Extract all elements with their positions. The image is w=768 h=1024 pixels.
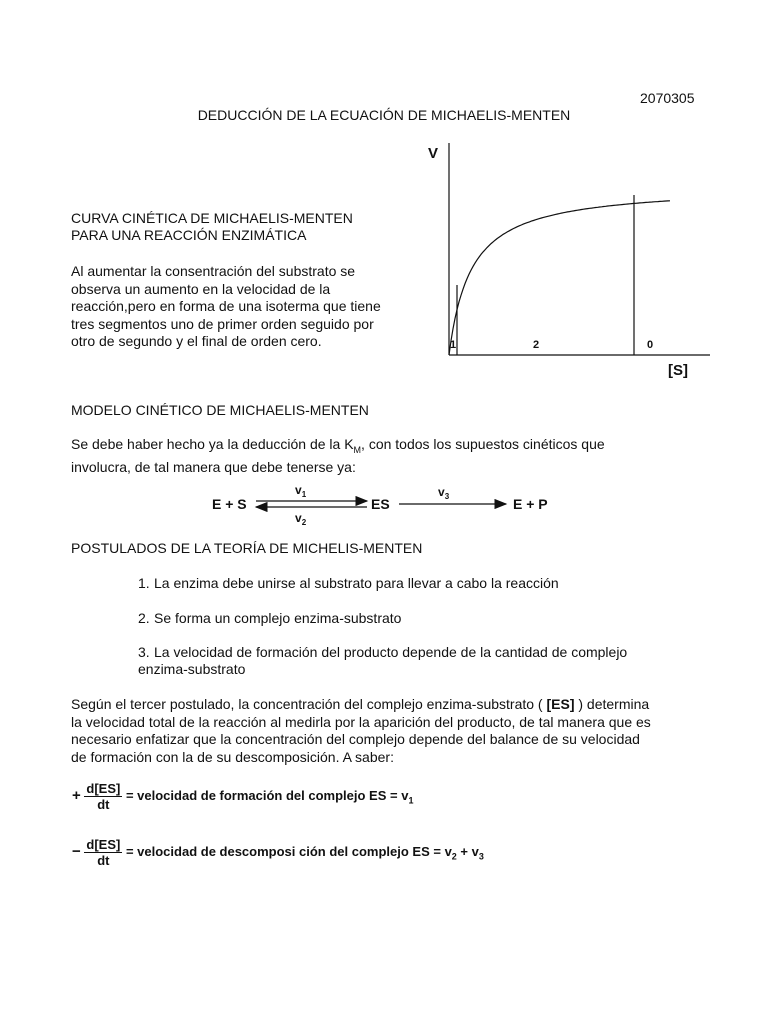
curve-para-line: reacción,pero en forma de una isoterma que tiene: [71, 298, 381, 314]
derivative-fraction: $\frac{d[ES]}{dt}$: [86, 781, 121, 812]
curve-para-line: Al aumentar la consentración del substrato se: [71, 263, 356, 279]
postulates-heading: POSTULADOS DE LA TEORÍA DE MICHELIS-MENTEN: [71, 540, 423, 556]
chart-ylabel: V: [428, 145, 439, 162]
para-line: Según el tercer postulado, la concentración del complejo enzima-substrato ( [ES] ) determina: [71, 696, 650, 712]
michaelis-menten-chart: [420, 135, 710, 385]
curve-paragraph: [71, 263, 381, 351]
decomposition-equation: − $\frac{d[ES]}{dt}$ = velocidad de descomposi ción del complejo ES = $v_2 + v_3$: [72, 837, 484, 868]
curve-heading-line2: PARA UNA REACCIÓN ENZIMÁTICA: [71, 227, 307, 243]
model-para-line: involucra, de tal manera que debe tenerse ya:: [71, 459, 356, 476]
third-postulate-paragraph: [71, 696, 651, 766]
es-term: [ES]: [546, 696, 575, 712]
curve-heading: [71, 210, 353, 244]
curve-heading-line1: CURVA CINÉTICA DE MICHAELIS-MENTEN: [71, 210, 353, 226]
curve-para-line: observa un aumento en la velocidad de la: [71, 280, 331, 297]
model-para-line: Se debe haber hecho ya la deducción de la $K_M$, con todos los supuestos cinéticos que: [71, 436, 605, 455]
derivative-fraction: $\frac{d[ES]}{dt}$: [86, 837, 121, 868]
products-label: E + P: [513, 496, 548, 512]
document-id: 2070305: [640, 90, 695, 106]
segment-label: 2: [533, 339, 540, 351]
chart-xlabel: [S]: [668, 362, 688, 379]
segment-label: 0: [647, 339, 654, 351]
para-line: necesario enfatizar que la concentración del complejo depende del balance de su velocidad: [71, 731, 640, 747]
v3-label: $v_3$: [438, 485, 450, 501]
model-paragraph: [71, 436, 605, 477]
segment-label: 1: [450, 339, 457, 351]
km-subscript: M: [353, 444, 362, 455]
postulate-item: 1. La enzima debe unirse al substrato para llevar a cabo la reacción: [138, 575, 559, 591]
postulate-item: 3. La velocidad de formación del producto depende de la cantidad de complejo enzima-substrato: [138, 644, 628, 677]
para-line: la velocidad total de la reacción al medirla por la aparición del producto, de tal manera que es: [71, 713, 651, 730]
para-line: de formación con la de su descomposición. A saber:: [71, 748, 394, 765]
chart-curve: [449, 201, 670, 355]
page-title: DEDUCCIÓN DE LA ECUACIÓN DE MICHAELIS-MENTEN: [197, 107, 571, 123]
curve-para-line: tres segmentos uno de primer orden seguido por: [71, 315, 374, 332]
curve-para-line: otro de segundo y el final de orden cero.: [71, 333, 322, 349]
model-heading: MODELO CINÉTICO DE MICHAELIS-MENTEN: [71, 402, 369, 418]
v2-label: $v_2$: [295, 511, 307, 527]
postulate-item: 2. Se forma un complejo enzima-substrato: [138, 610, 402, 626]
reaction-scheme: [200, 480, 570, 530]
v1-label: $v_1$: [295, 483, 307, 499]
complex-label: ES: [371, 496, 390, 512]
formation-equation: + $\frac{d[ES]}{dt}$ = velocidad de formación del complejo ES = $v_1$: [72, 781, 414, 812]
reactants-label: E + S: [212, 496, 247, 512]
